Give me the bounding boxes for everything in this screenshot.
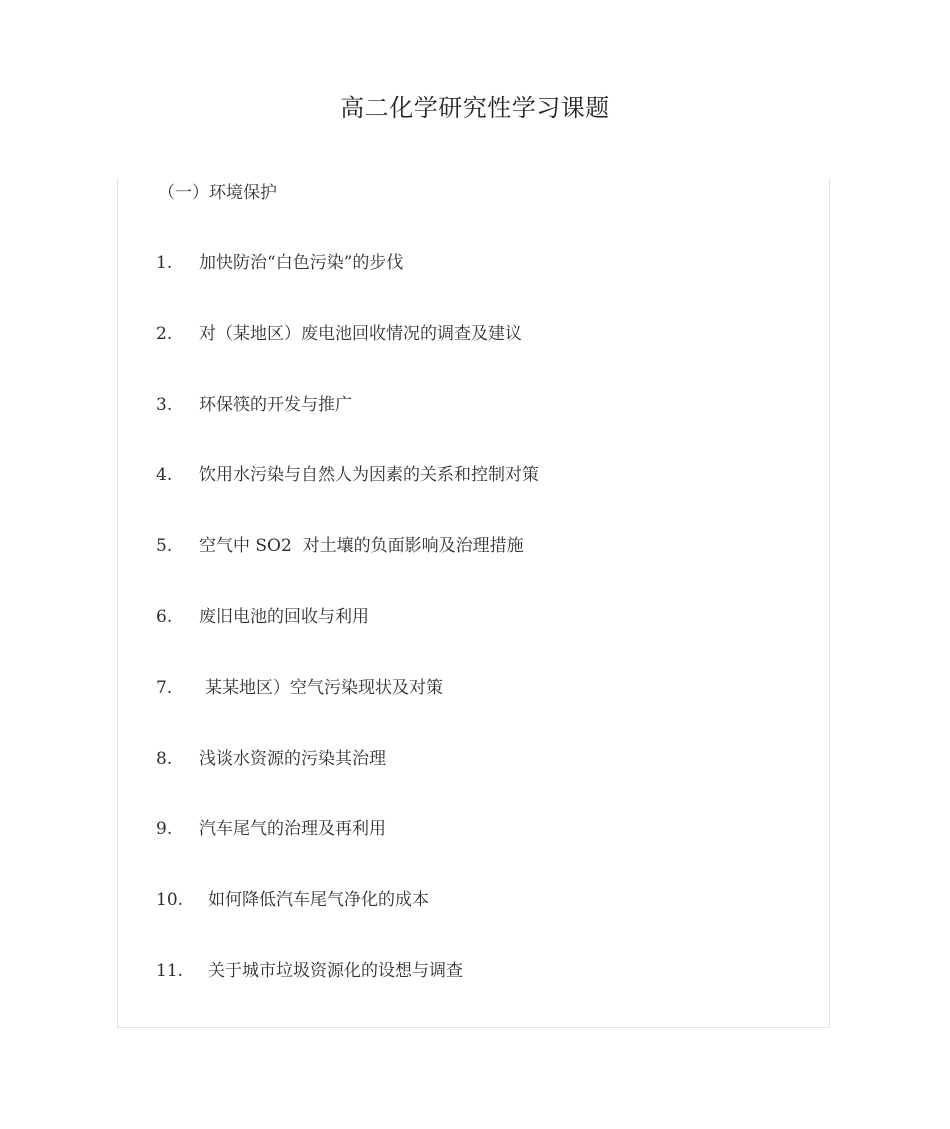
item-number: 4. xyxy=(156,465,173,486)
page-title: 高二化学研究性学习课题 xyxy=(340,94,610,122)
list-item xyxy=(156,248,539,319)
list-item xyxy=(156,956,539,1027)
item-text: 对（某地区）废电池回收情况的调查及建议 xyxy=(199,323,522,344)
item-text: 汽车尾气的治理及再利用 xyxy=(199,819,386,840)
list-item xyxy=(156,814,539,885)
list-item xyxy=(156,602,539,673)
item-number: 9. xyxy=(156,819,173,840)
item-text: 某某地区）空气污染现状及对策 xyxy=(205,677,443,698)
item-text: 环保筷的开发与推广 xyxy=(199,394,352,415)
item-number: 3. xyxy=(156,394,173,415)
item-text: 废旧电池的回收与利用 xyxy=(199,606,369,627)
list-item xyxy=(156,390,539,461)
item-number: 1. xyxy=(156,253,173,273)
list-item xyxy=(156,744,539,815)
section-heading: （一）环境保护 xyxy=(158,183,277,203)
topic-list xyxy=(156,248,539,1027)
item-text: 浅谈水资源的污染其治理 xyxy=(199,748,386,769)
item-text: 加快防治“白色污染”的步伐 xyxy=(199,253,404,273)
item-number: 5. xyxy=(156,536,173,557)
item-number: 10. xyxy=(156,890,184,911)
list-item xyxy=(156,885,539,956)
item-number: 11. xyxy=(156,960,184,981)
list-item xyxy=(156,531,539,602)
list-item xyxy=(156,319,539,390)
list-item xyxy=(156,460,539,531)
item-text: 空气中 SO2 对土壤的负面影响及治理措施 xyxy=(199,536,524,557)
item-number: 7. xyxy=(156,677,173,698)
item-text: 如何降低汽车尾气净化的成本 xyxy=(208,890,429,911)
list-item xyxy=(156,673,539,744)
item-number: 6. xyxy=(156,606,173,627)
item-text: 饮用水污染与自然人为因素的关系和控制对策 xyxy=(199,465,539,486)
item-number: 2. xyxy=(156,323,173,344)
content-box xyxy=(117,178,830,1028)
item-number: 8. xyxy=(156,748,173,769)
item-text: 关于城市垃圾资源化的设想与调查 xyxy=(208,960,463,981)
